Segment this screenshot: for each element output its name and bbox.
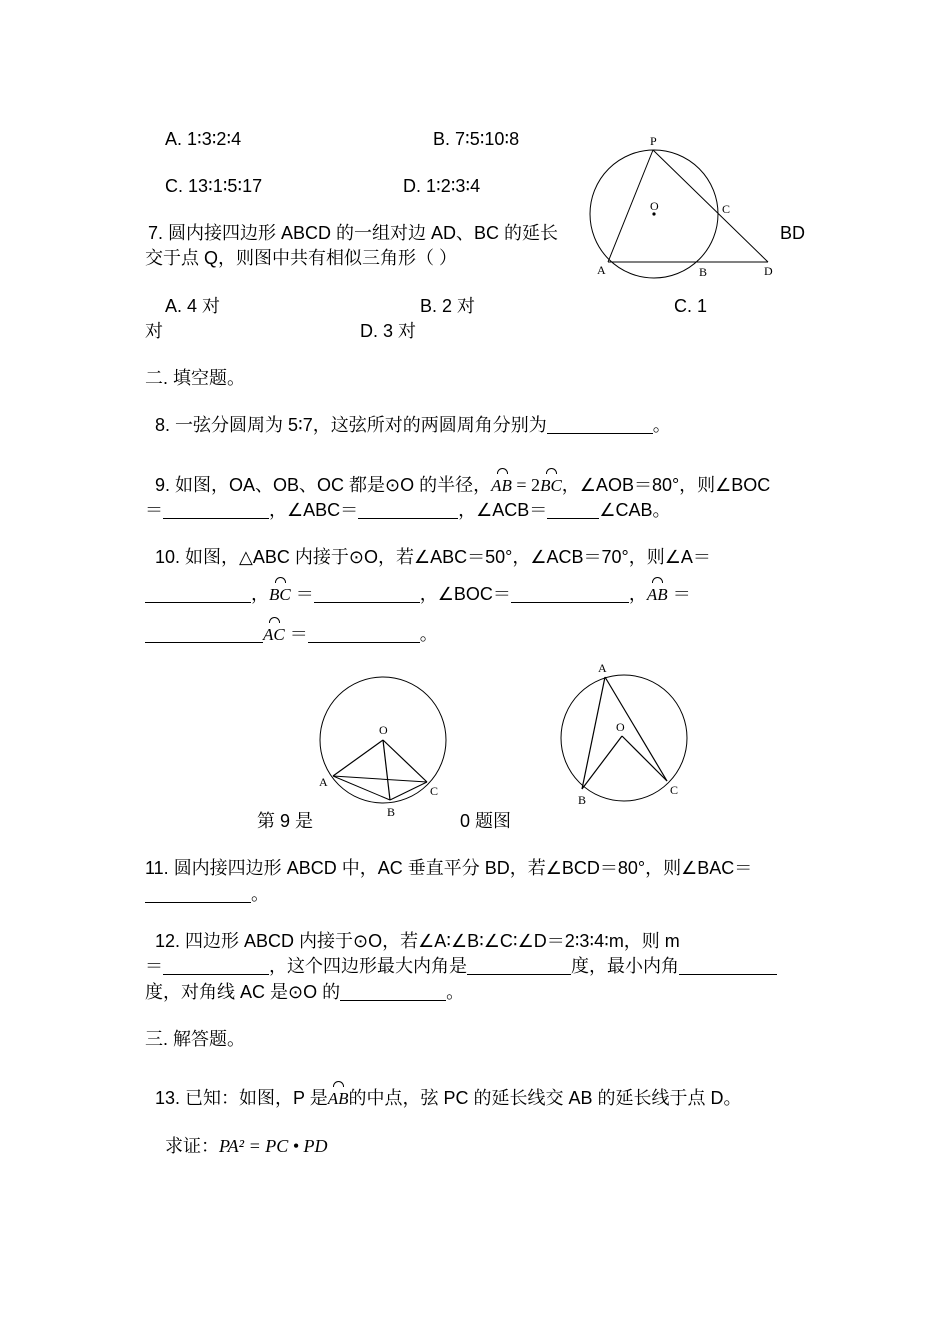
q9-arc-bc: BC	[540, 476, 562, 495]
q10-blank-ac	[308, 624, 420, 643]
q10-line3-a: ＝	[284, 624, 308, 644]
q9-line2	[145, 499, 670, 521]
q7-stem-line1: 7. 圆内接四边形 ABCD 的一组对边 AD、BC 的延长	[148, 223, 559, 243]
q10-blank-a	[145, 584, 251, 603]
q9-text-a: 9. 如图，OA、OB、OC 都是⊙O 的半径，	[155, 475, 492, 495]
fig9-label-o: O	[379, 723, 388, 737]
q10-line2-e: ＝	[667, 584, 691, 604]
fig9-label-b: B	[387, 805, 396, 818]
figure-q10	[550, 658, 700, 810]
figure-caption-right: 0 题图	[460, 811, 512, 831]
q10-arc-ac: AC	[263, 625, 285, 644]
section-2-heading: 二. 填空题。	[145, 368, 246, 388]
q12-line1: 12. 四边形 ABCD 内接于⊙O，若∠A∶∠B∶∠C∶∠D＝2∶3∶4∶m，则 m	[155, 931, 680, 951]
q10-blank-ab	[145, 624, 263, 643]
q7-stem-line2: 交于点 Q，则图中共有相似三角形（ ）	[145, 248, 458, 268]
q12-blank-max	[467, 956, 571, 975]
q11-end: 。	[251, 884, 269, 904]
fig9-label-a: A	[319, 775, 328, 789]
fig10-label-o: O	[616, 720, 625, 734]
q10-line3-b: 。	[419, 624, 438, 644]
q13-prove-label: 求证：	[165, 1136, 219, 1156]
q9-line2-a: ＝	[145, 500, 163, 520]
q13-line1	[155, 1087, 742, 1110]
q10-line3	[145, 623, 438, 646]
q7-option-b: B. 2 对	[420, 296, 476, 316]
q12-line3-a: 度，对角线 AC 是⊙O 的	[145, 982, 341, 1002]
q11-line1: 11. 圆内接四边形 ABCD 中，AC 垂直平分 BD，若∠BCD＝80°，则∠BAC＝	[145, 858, 753, 878]
q12-line2-c: 度，最小内角	[571, 956, 679, 976]
q10-line2	[145, 583, 691, 606]
fig10-label-a: A	[598, 661, 607, 675]
label-a: A	[597, 263, 606, 277]
q9-line2-d: ∠CAB。	[599, 500, 671, 520]
q10-arc-bc: BC	[269, 585, 291, 604]
fig10-label-c: C	[670, 783, 679, 797]
q9-line2-c: ，∠ACB＝	[458, 500, 548, 520]
q6-option-b: B. 7∶5∶10∶8	[433, 129, 520, 149]
q10-blank-boc	[511, 584, 629, 603]
q7-option-c-tail: 对	[145, 321, 163, 341]
q9-text-b: ，∠AOB＝80°，则∠BOC	[561, 475, 771, 495]
q13-text-b: 的中点，弦 PC 的延长线交 AB 的延长线于点 D。	[348, 1088, 742, 1108]
q6-option-c: C. 13∶1∶5∶17	[165, 176, 263, 196]
label-p: P	[650, 134, 657, 148]
q10-line2-a: ，	[251, 584, 269, 604]
q12-line2	[145, 955, 777, 977]
q12-blank-m	[163, 956, 269, 975]
q12-line3-b: 。	[446, 982, 465, 1002]
q9-arc-ab: AB	[491, 476, 512, 495]
q9-line1	[155, 474, 770, 497]
label-d: D	[764, 264, 773, 278]
fig9-label-c: C	[430, 784, 439, 798]
q13-text-a: 13. 已知：如图，P 是	[155, 1088, 328, 1108]
figure-caption-left: 第 9 是	[257, 811, 314, 831]
q6-option-d: D. 1∶2∶3∶4	[403, 176, 481, 196]
figure-circle-pcd	[580, 128, 790, 288]
figure-q9	[305, 668, 465, 818]
q12-blank-ac	[340, 982, 446, 1001]
q10-line2-b: ＝	[290, 584, 314, 604]
label-b: B	[699, 265, 708, 279]
section-3-heading: 三. 解答题。	[145, 1029, 246, 1049]
q12-line2-a: ＝	[145, 956, 163, 976]
q13-arc-ab: AB	[327, 1089, 349, 1108]
q9-line2-b: ，∠ABC＝	[269, 500, 359, 520]
q7-stem-line1-end: BD	[780, 223, 806, 243]
q7-option-d: D. 3 对	[360, 321, 417, 341]
q9-blank-boc	[163, 500, 269, 519]
q9-blank-abc	[358, 500, 458, 519]
label-c: C	[722, 202, 731, 216]
q8	[155, 414, 671, 436]
q10-line2-d: ，	[628, 584, 647, 604]
q7-option-a: A. 4 对	[165, 296, 221, 316]
q10-blank-bc	[314, 584, 420, 603]
q10-line2-c: ，∠BOC＝	[419, 584, 511, 604]
q7-option-c: C. 1	[674, 296, 708, 316]
q10-arc-ab: AB	[646, 585, 668, 604]
q13-formula: PA² = PC • PD	[219, 1136, 328, 1156]
q9-eq: = 2	[511, 475, 541, 495]
q13-prove	[165, 1135, 328, 1157]
q12-line2-b: ，这个四边形最大内角是	[269, 956, 467, 976]
q6-option-a: A. 1∶3∶2∶4	[165, 129, 242, 149]
fig10-label-b: B	[578, 793, 587, 807]
q8-blank	[547, 415, 653, 434]
q8-text: 8. 一弦分圆周为 5∶7，这弦所对的两圆周角分别为	[155, 415, 547, 435]
q10-line1: 10. 如图，△ABC 内接于⊙O，若∠ABC＝50°，∠ACB＝70°，则∠A＝	[155, 547, 711, 567]
label-o: O	[650, 199, 659, 213]
q11-line2	[145, 883, 269, 905]
q11-blank	[145, 884, 251, 903]
q8-end: 。	[652, 415, 671, 435]
q12-line3	[145, 981, 464, 1003]
q12-blank-min	[679, 956, 777, 975]
q9-blank-acb	[547, 500, 599, 519]
